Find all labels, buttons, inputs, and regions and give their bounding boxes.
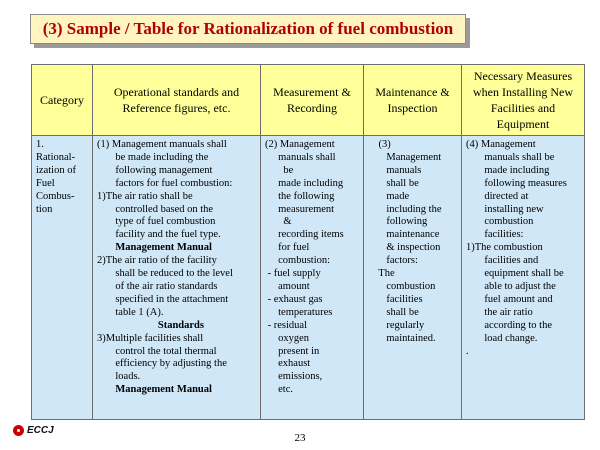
operational-item-1: (1) Management manuals shall be made including the following management factors for fuel combustion: 1)The air ratio shall be controlled based on the type of fuel combustion facility and the fuel type.: [97, 139, 233, 241]
header-measurement-recording: Measurement & Recording: [261, 65, 364, 136]
cell-measurement: [261, 136, 364, 420]
header-operational-standards: Operational standards and Reference figures, etc.: [93, 65, 261, 136]
category-text: 1. Rational- ization of Fuel Combus- tion: [36, 139, 76, 215]
measurement-text: (2) Management manuals shall be made including the following measurement & recording items for fuel combustion: - fuel supply amount - exhaust gas temperatures - residual oxygen present in exhaust emissions, etc.: [265, 139, 344, 396]
cell-measures: [462, 136, 585, 420]
slide-title: (3) Sample / Table for Rationalization of fuel combustion: [42, 19, 454, 38]
operational-item-2: 2)The air ratio of the facility shall be reduced to the level of the air ratio standards specified in the attachment table 1 (A).: [97, 255, 233, 318]
operational-ref-1: Management Manual: [97, 242, 212, 254]
cell-category: [32, 136, 93, 420]
logo-text: ECCJ: [27, 425, 54, 436]
header-maintenance-inspection: Maintenance & Inspection: [364, 65, 462, 136]
measures-text: (4) Management manuals shall be made including following measures directed at installing new combustion facilities: 1)The combustion facilities and equipment shall be able to adjust the fuel amount and the air ratio according to the load change. .: [466, 139, 567, 357]
operational-ref-3: Management Manual: [97, 384, 212, 396]
header-row: [32, 65, 585, 136]
operational-item-3: 3)Multiple facilities shall control the total thermal efficiency by adjusting the loads.: [97, 332, 227, 383]
header-necessary-measures: Necessary Measures when Installing New Facilities and Equipment: [462, 65, 585, 136]
operational-ref-2: Standards: [150, 319, 204, 331]
header-category: Category: [32, 65, 93, 136]
cell-maintenance: [364, 136, 462, 420]
maintenance-text: (3) Management manuals shall be made including the following maintenance & inspection factors: The combustion facilities shall be regularly maintained.: [378, 139, 442, 344]
table-row: [32, 136, 585, 420]
combustion-table: [31, 64, 585, 420]
page-number: 23: [294, 432, 306, 444]
cell-operational: [93, 136, 261, 420]
slide-title-box: [30, 14, 466, 44]
